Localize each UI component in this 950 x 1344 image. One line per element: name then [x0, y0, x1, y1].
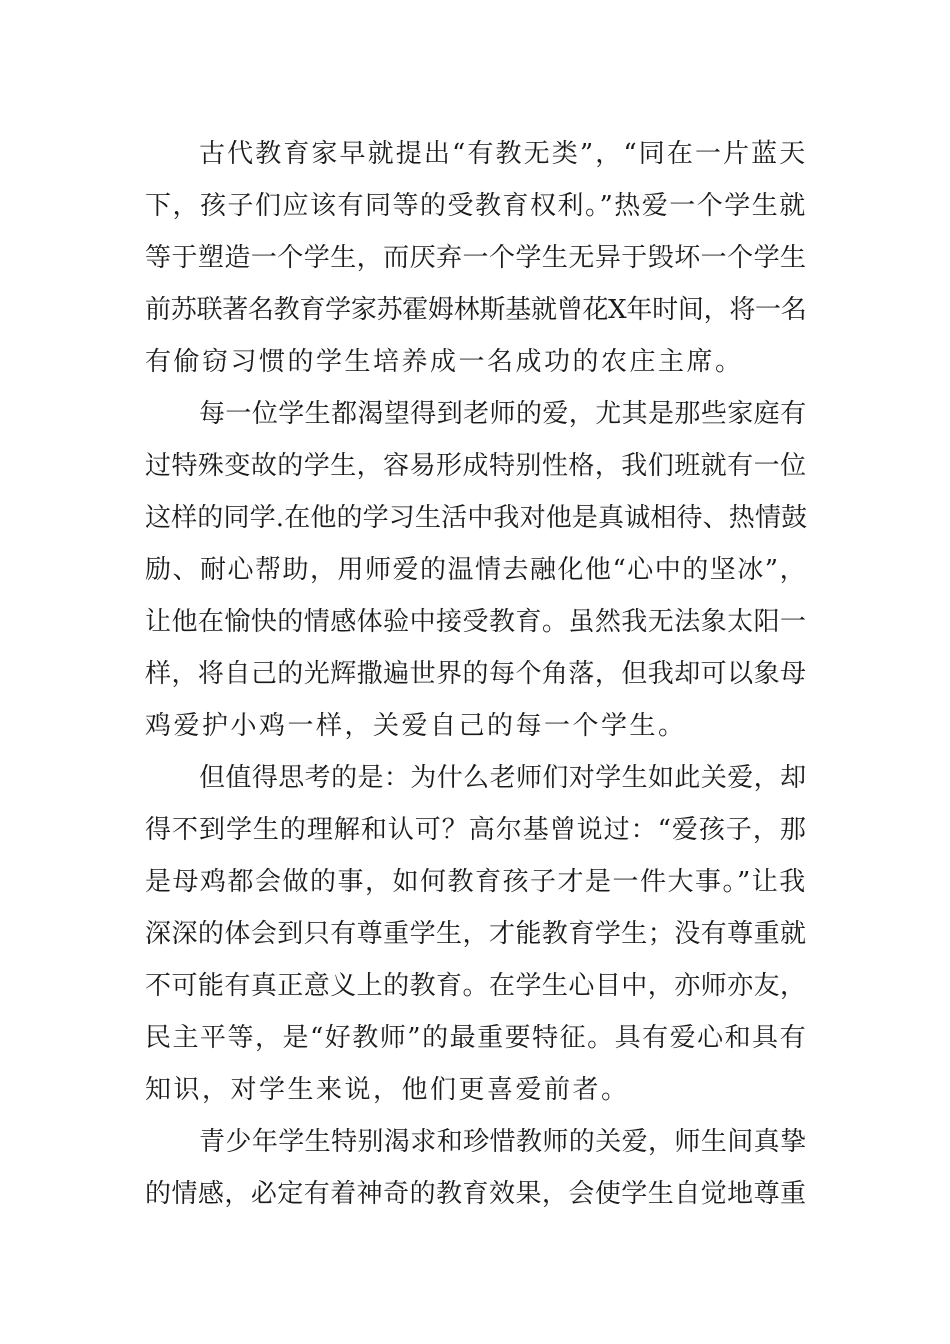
- text-line: 过特殊变故的学生，容易形成特别性格，我们班就有一位: [145, 451, 807, 481]
- paragraph-1: [145, 128, 807, 388]
- text-line: 知识，对学生来说，他们更喜爱前者。: [145, 1075, 630, 1105]
- text-line: 的情感，必定有着神奇的教育效果，会使学生自觉地尊重: [145, 1179, 807, 1209]
- paragraph-4: [145, 1116, 807, 1220]
- body-text: [145, 128, 807, 1220]
- text-line: 是母鸡都会做的事，如何教育孩子才是一件大事。”让我: [145, 867, 807, 897]
- text-line: 前苏联著名教育学家苏霍姆林斯基就曾花X年时间，将一名: [145, 295, 807, 325]
- text-line: 励、耐心帮助，用师爱的温情去融化他“心中的坚冰”，: [145, 555, 808, 585]
- text-line: 但值得思考的是：为什么老师们对学生如此关爱，却: [199, 763, 807, 793]
- text-line: 民主平等，是“好教师”的最重要特征。具有爱心和具有: [145, 1023, 808, 1053]
- paragraph-3: [145, 752, 807, 1116]
- text-line: 不可能有真正意义上的教育。在学生心目中，亦师亦友，: [145, 971, 807, 1001]
- text-line: 青少年学生特别渴求和珍惜教师的关爱，师生间真挚: [199, 1127, 807, 1157]
- text-line: 有偷窃习惯的学生培养成一名成功的农庄主席。: [145, 347, 744, 377]
- text-line: 让他在愉快的情感体验中接受教育。虽然我无法象太阳一: [145, 607, 807, 637]
- paragraph-2: [145, 388, 807, 752]
- text-line: 鸡爱护小鸡一样，关爱自己的每一个学生。: [145, 711, 687, 741]
- text-line: 深深的体会到只有尊重学生，才能教育学生；没有尊重就: [145, 919, 807, 949]
- text-line: 下，孩子们应该有同等的受教育权利。”热爱一个学生就: [145, 191, 807, 221]
- text-line: 得不到学生的理解和认可？高尔基曾说过：“爱孩子，那: [145, 815, 807, 845]
- text-line: 样，将自己的光辉撒遍世界的每个角落，但我却可以象母: [145, 659, 807, 689]
- text-line: 等于塑造一个学生，而厌弃一个学生无异于毁坏一个学生: [145, 243, 807, 273]
- text-line: 这样的同学.在他的学习生活中我对他是真诚相待、热情鼓: [145, 503, 808, 533]
- text-line: 古代教育家早就提出“有教无类”，“同在一片蓝天: [199, 139, 808, 169]
- text-line: 每一位学生都渴望得到老师的爱，尤其是那些家庭有: [199, 399, 807, 429]
